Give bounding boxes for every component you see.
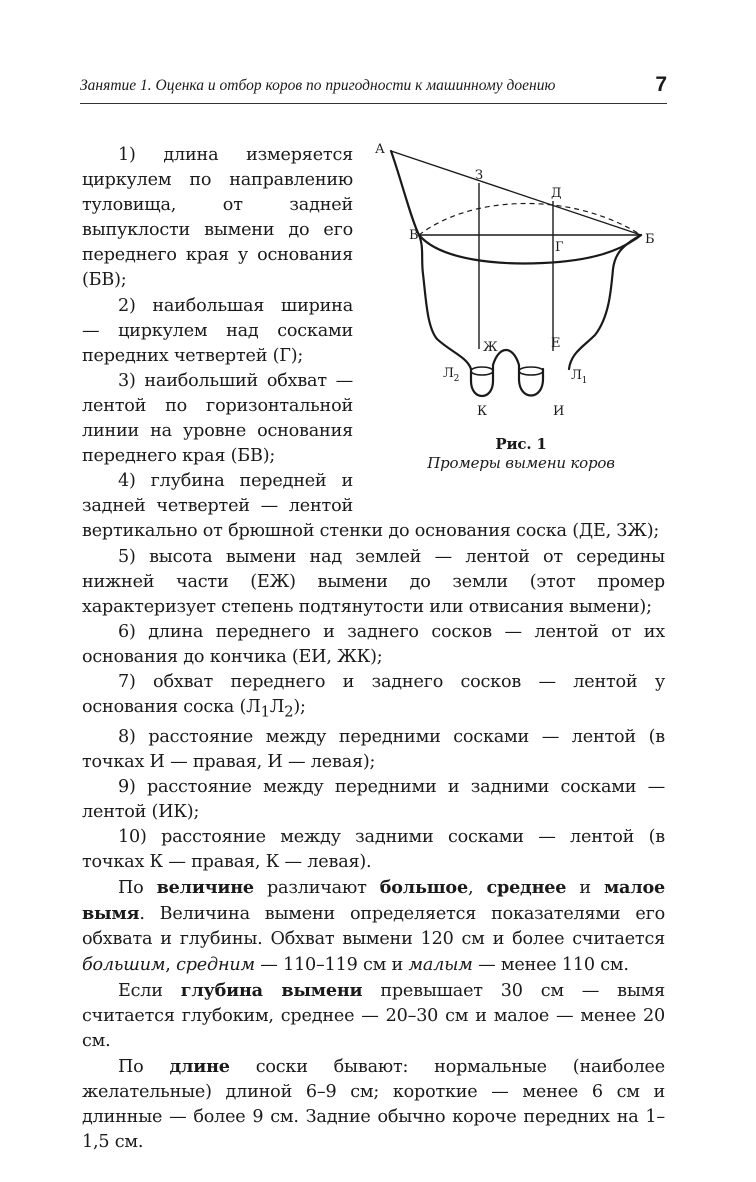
p7-sub1: 1 bbox=[260, 703, 270, 721]
header-rule bbox=[80, 103, 667, 104]
figure-udder-measurements bbox=[371, 139, 671, 509]
p7-before: 7) обхват переднего и заднего сосков — лентой у основания соска (Л bbox=[82, 671, 665, 718]
paragraph-3: 3) наибольший обхват — лентой по горизонтальной линии на уровне основания переднего края (БВ); bbox=[82, 370, 353, 467]
p11-t6: , bbox=[165, 954, 177, 975]
p11-t3: , bbox=[467, 878, 487, 899]
label-L1-sub: 1 bbox=[581, 376, 588, 386]
p11-b3: среднее bbox=[486, 877, 567, 899]
p7-sub2: 2 bbox=[284, 703, 294, 721]
p13-t2: соски бывают: нормальные (наиболее желательные) длиной 6–9 см; короткие — менее 6 см и длинные — более 9 см. Задние обычно короче передних на 1–1,5 см. bbox=[82, 1056, 665, 1153]
p11-i1: большим bbox=[82, 954, 166, 975]
front-teat-ring bbox=[519, 367, 543, 375]
running-header-title: Занятие 1. Оценка и отбор коров по пригодности к машинному доению bbox=[80, 77, 556, 94]
udder-outline-front bbox=[569, 235, 641, 369]
label-L2 bbox=[443, 366, 459, 384]
label-G: Г bbox=[555, 240, 564, 255]
p11-t4: и bbox=[566, 878, 604, 899]
p12-b1: глубина вымени bbox=[180, 979, 363, 1001]
label-B: Б bbox=[645, 232, 655, 247]
p11-i2: средним bbox=[176, 954, 255, 975]
p11-i3: малым bbox=[408, 954, 473, 975]
running-header bbox=[80, 73, 667, 101]
label-A: А bbox=[375, 142, 385, 157]
label-D: Д bbox=[551, 186, 562, 201]
p7-mid: Л bbox=[269, 697, 285, 718]
p11-t8: — менее 110 см. bbox=[472, 954, 629, 975]
paragraph-6: 6) длина переднего и заднего сосков — лентой от их основания до кончика (ЕИ, ЖК); bbox=[82, 621, 665, 667]
udder-outline bbox=[391, 151, 471, 369]
p11-t1: По bbox=[118, 878, 157, 899]
label-L1 bbox=[571, 368, 587, 386]
paragraph-13 bbox=[82, 1054, 665, 1155]
p13-t1: По bbox=[118, 1056, 170, 1077]
rear-teat bbox=[471, 350, 543, 396]
paragraph-2: 2) наибольшая ширина — циркулем над сосками передних четвертей (Г); bbox=[82, 295, 353, 366]
udder-base-curve bbox=[419, 235, 641, 263]
paragraph-9: 9) расстояние между передними и задними сосками — лентой (ИК); bbox=[82, 776, 665, 822]
paragraph-5: 5) высота вымени над землей — лентой от середины нижней части (ЕЖ) вымени до земли (этот промер характеризует степень подтянутости или отвисания вымени); bbox=[82, 546, 665, 617]
label-Z: З bbox=[475, 168, 483, 183]
paragraph-4: 4) глубина передней и задней четвертей — лентой вертикально от брюшной стенки до основания соска (ДЕ, ЗЖ); bbox=[82, 471, 660, 542]
p11-t2: различают bbox=[253, 878, 380, 899]
p11-t5: . Величина вымени определяется показателями его обхвата и глубины. Обхват вымени 120 см и более считается bbox=[82, 904, 665, 950]
p11-b2: большое bbox=[379, 877, 468, 899]
paragraph-10: 10) расстояние между задними сосками — лентой (в точках К — правая, К — левая). bbox=[82, 827, 665, 873]
udder-diagram bbox=[371, 139, 671, 439]
paragraph-1: 1) длина измеряется циркулем по направлению туловища, от задней выпуклости вымени до его переднего края у основания (БВ); bbox=[82, 145, 353, 291]
label-L1-letter: Л bbox=[571, 368, 582, 383]
paragraph-12 bbox=[82, 978, 665, 1054]
paragraph-8: 8) расстояние между передними сосками — лентой (в точках И — правая, И — левая); bbox=[82, 726, 665, 772]
label-I: И bbox=[553, 404, 565, 419]
paragraph-7 bbox=[82, 670, 665, 725]
p7-after: ); bbox=[293, 697, 306, 718]
p11-t7: — 110–119 см и bbox=[254, 954, 409, 975]
figure-title: Промеры вымени коров bbox=[427, 454, 615, 472]
label-V: В bbox=[409, 228, 419, 243]
line-A-B bbox=[391, 151, 641, 235]
paragraph-11 bbox=[82, 875, 665, 977]
label-L2-letter: Л bbox=[443, 366, 454, 381]
p12-t2: превышает 30 см — вымя считается глубоким, среднее — 20–30 см и малое — менее 20 см. bbox=[82, 980, 666, 1051]
label-K: К bbox=[477, 404, 487, 419]
figure-number: Рис. 1 bbox=[495, 435, 547, 453]
p13-b1: длине bbox=[169, 1055, 230, 1077]
rear-teat-ring bbox=[471, 367, 493, 375]
page-number: 7 bbox=[655, 73, 667, 96]
dashed-arc bbox=[419, 203, 641, 235]
label-L2-sub: 2 bbox=[453, 374, 460, 384]
label-Zh: Ж bbox=[483, 340, 498, 355]
p12-t1: Если bbox=[118, 980, 181, 1001]
body-text bbox=[82, 143, 665, 1155]
label-E: Е bbox=[551, 336, 561, 351]
p11-b1: величине bbox=[156, 877, 254, 899]
p11-b4: малое вымя bbox=[82, 877, 665, 925]
